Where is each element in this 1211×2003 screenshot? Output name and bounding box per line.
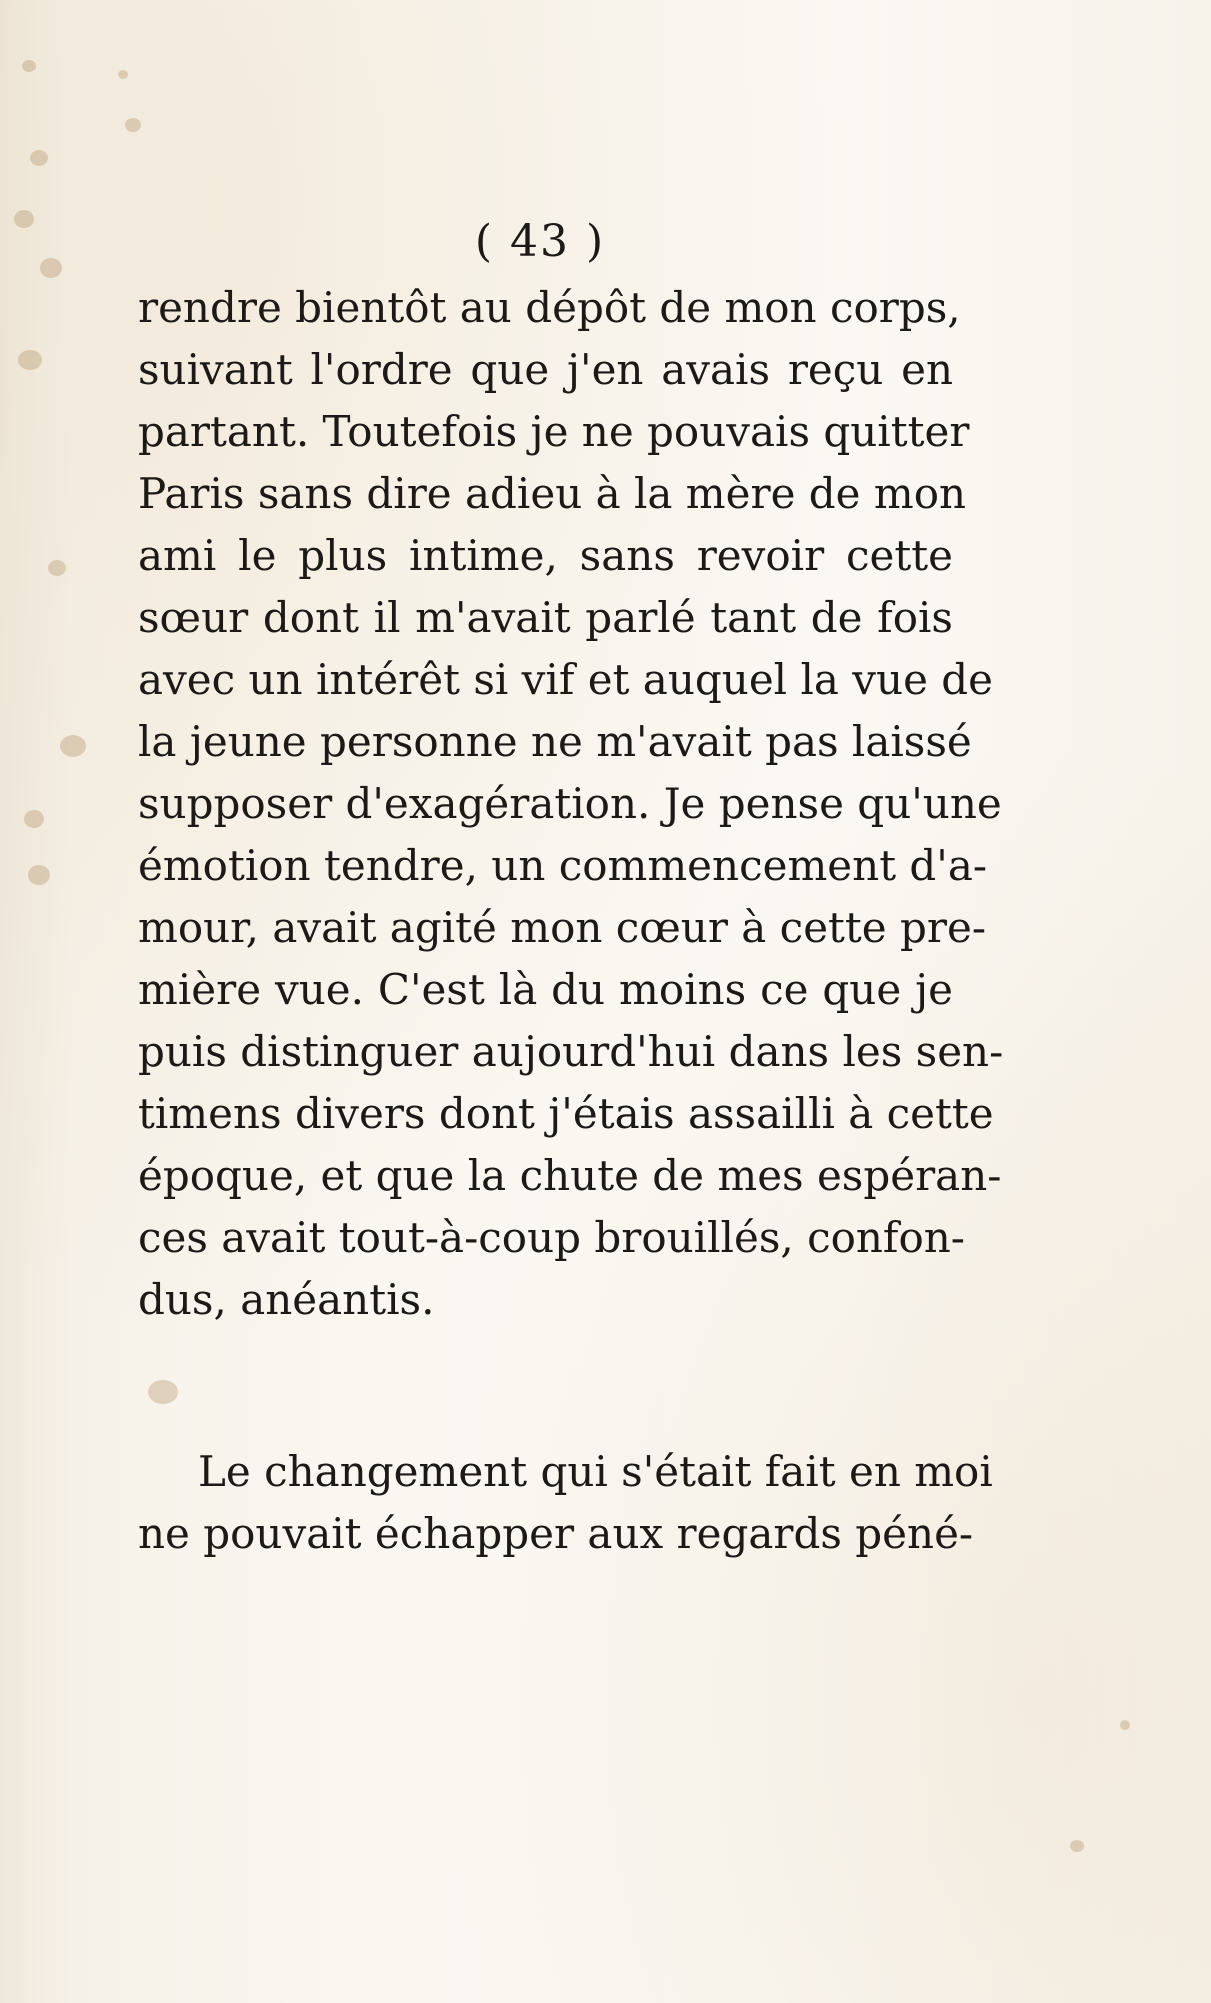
text-line: la jeune personne ne m'avait pas laissé bbox=[138, 717, 972, 766]
page-number: ( 43 ) bbox=[474, 216, 606, 267]
text-line: avec un intérêt si vif et auquel la vue de bbox=[138, 655, 994, 704]
foxing-spot bbox=[24, 810, 44, 828]
text-line: ne pouvait échapper aux regards péné- bbox=[138, 1509, 974, 1558]
text-line: Le changement qui s'était fait en moi bbox=[198, 1447, 993, 1496]
paragraph bbox=[138, 277, 1004, 1331]
foxing-spot bbox=[30, 150, 48, 166]
text-line: supposer d'exagération. Je pense qu'une bbox=[138, 779, 1002, 828]
paragraph bbox=[138, 1441, 993, 1565]
text-line: puis distinguer aujourd'hui dans les sen- bbox=[138, 1027, 1004, 1076]
text-line: dus, anéantis. bbox=[138, 1275, 435, 1324]
foxing-spot bbox=[28, 865, 50, 885]
foxing-spot bbox=[125, 118, 141, 132]
text-line: sœur dont il m'avait parlé tant de fois bbox=[138, 593, 953, 642]
text-line: suivant l'ordre que j'en avais reçu en bbox=[138, 345, 953, 394]
text-line: émotion tendre, un commencement d'a- bbox=[138, 841, 988, 890]
foxing-spot bbox=[48, 560, 66, 576]
body-text bbox=[138, 277, 1004, 1565]
paragraph-gap bbox=[138, 1331, 953, 1441]
text-line: ces avait tout-à-coup brouillés, confon- bbox=[138, 1213, 965, 1262]
foxing-spot bbox=[1120, 1720, 1130, 1730]
text-line: rendre bientôt au dépôt de mon corps, bbox=[138, 283, 961, 332]
text-line: timens divers dont j'étais assailli à cette bbox=[138, 1089, 994, 1138]
text-line: partant. Toutefois je ne pouvais quitter bbox=[138, 407, 970, 456]
text-line: mière vue. C'est là du moins ce que je bbox=[138, 965, 953, 1014]
foxing-spot bbox=[60, 735, 86, 757]
foxing-spot bbox=[118, 70, 128, 79]
foxing-spot bbox=[22, 60, 36, 72]
text-line: ami le plus intime, sans revoir cette bbox=[138, 531, 953, 580]
foxing-spot bbox=[18, 350, 42, 370]
text-line: Paris sans dire adieu à la mère de mon bbox=[138, 469, 967, 518]
text-line: mour, avait agité mon cœur à cette pre- bbox=[138, 903, 987, 952]
foxing-spot bbox=[1070, 1840, 1084, 1852]
text-line: époque, et que la chute de mes espéran- bbox=[138, 1151, 1002, 1200]
